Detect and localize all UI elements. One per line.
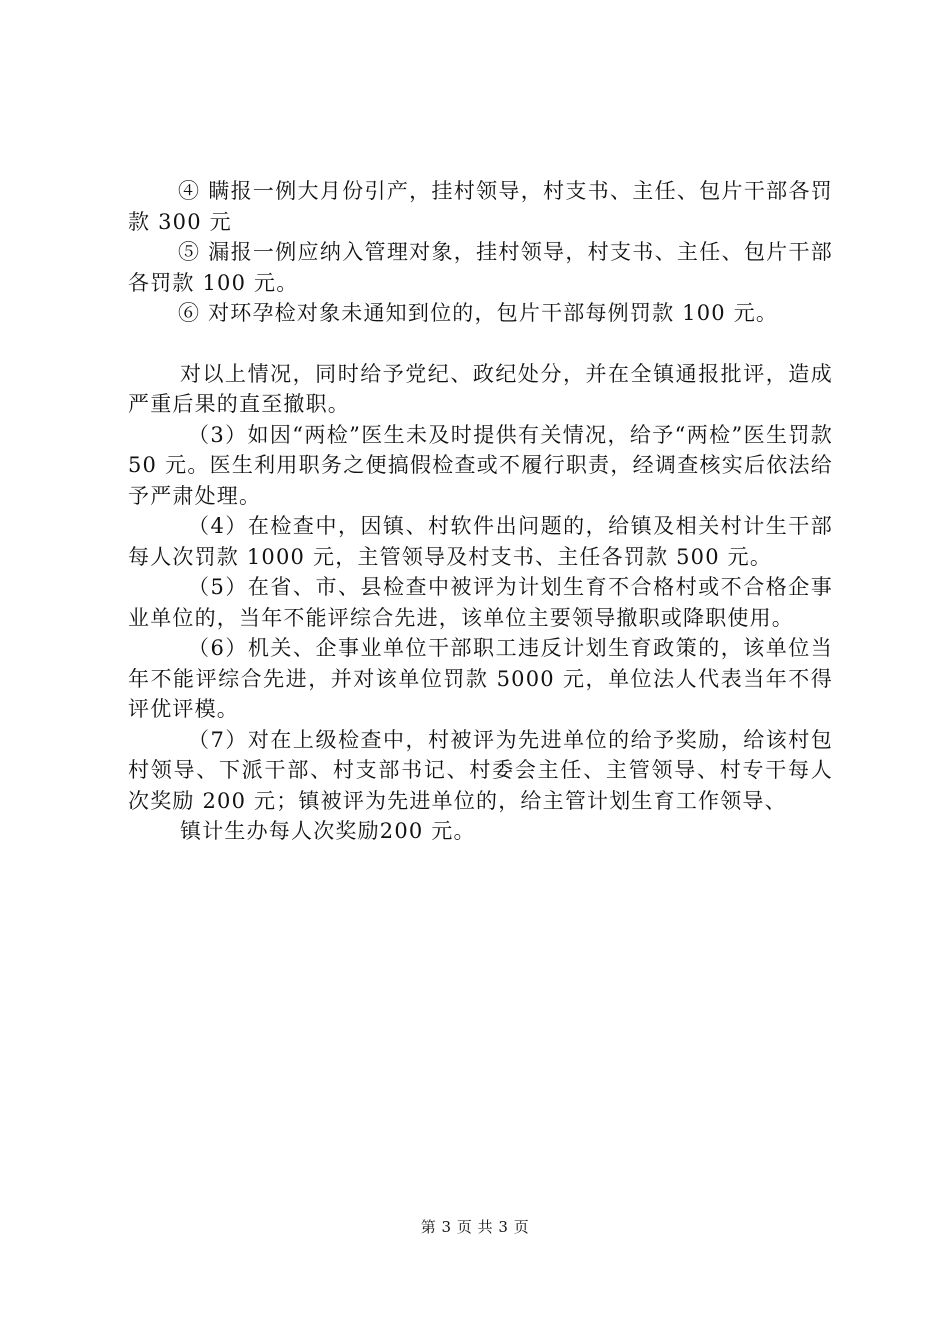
paragraph-clause-7: （7）对在上级检查中，村被评为先进单位的给予奖励，给该村包村领导、下派干部、村支部书记、村委会主任、主管领导、村专干每人次奖励 200 元；镇被评为先进单位的，给主管计划生育工作领导、 — [128, 727, 833, 813]
paragraph-penalty-summary: 对以上情况，同时给予党纪、政纪处分，并在全镇通报批评，造成严重后果的直至撤职。 — [128, 361, 833, 416]
paragraph-item-5: ⑤ 漏报一例应纳入管理对象，挂村领导，村支书、主任、包片干部各罚款 100 元。 — [128, 240, 833, 295]
document-body — [128, 176, 833, 847]
paragraph-clause-7-continued: 镇计生办每人次奖励200 元。 — [180, 819, 476, 843]
paragraph-spacer — [128, 329, 833, 359]
paragraph-clause-4: （4）在检查中，因镇、村软件出问题的，给镇及相关村计生干部每人次罚款 1000 元，主管领导及村支书、主任各罚款 500 元。 — [128, 514, 833, 569]
page-number-footer: 第 3 页 共 3 页 — [420, 1218, 530, 1236]
paragraph-item-6: ⑥ 对环孕检对象未通知到位的，包片干部每例罚款 100 元。 — [178, 301, 779, 325]
paragraph-clause-3: （3）如因“两检”医生未及时提供有关情况，给予“两检”医生罚款 50 元。医生利用职务之便搞假检查或不履行职责，经调查核实后依法给予严肃处理。 — [128, 422, 833, 508]
paragraph-clause-6: （6）机关、企事业单位干部职工违反计划生育政策的，该单位当年不能评综合先进，并对该单位罚款 5000 元，单位法人代表当年不得评优评模。 — [128, 636, 833, 721]
paragraph-item-4: ④ 瞒报一例大月份引产，挂村领导，村支书、主任、包片干部各罚款 300 元 — [128, 179, 833, 234]
paragraph-clause-5: （5）在省、市、县检查中被评为计划生育不合格村或不合格企事业单位的，当年不能评综合先进，该单位主要领导撤职或降职使用。 — [128, 575, 833, 630]
